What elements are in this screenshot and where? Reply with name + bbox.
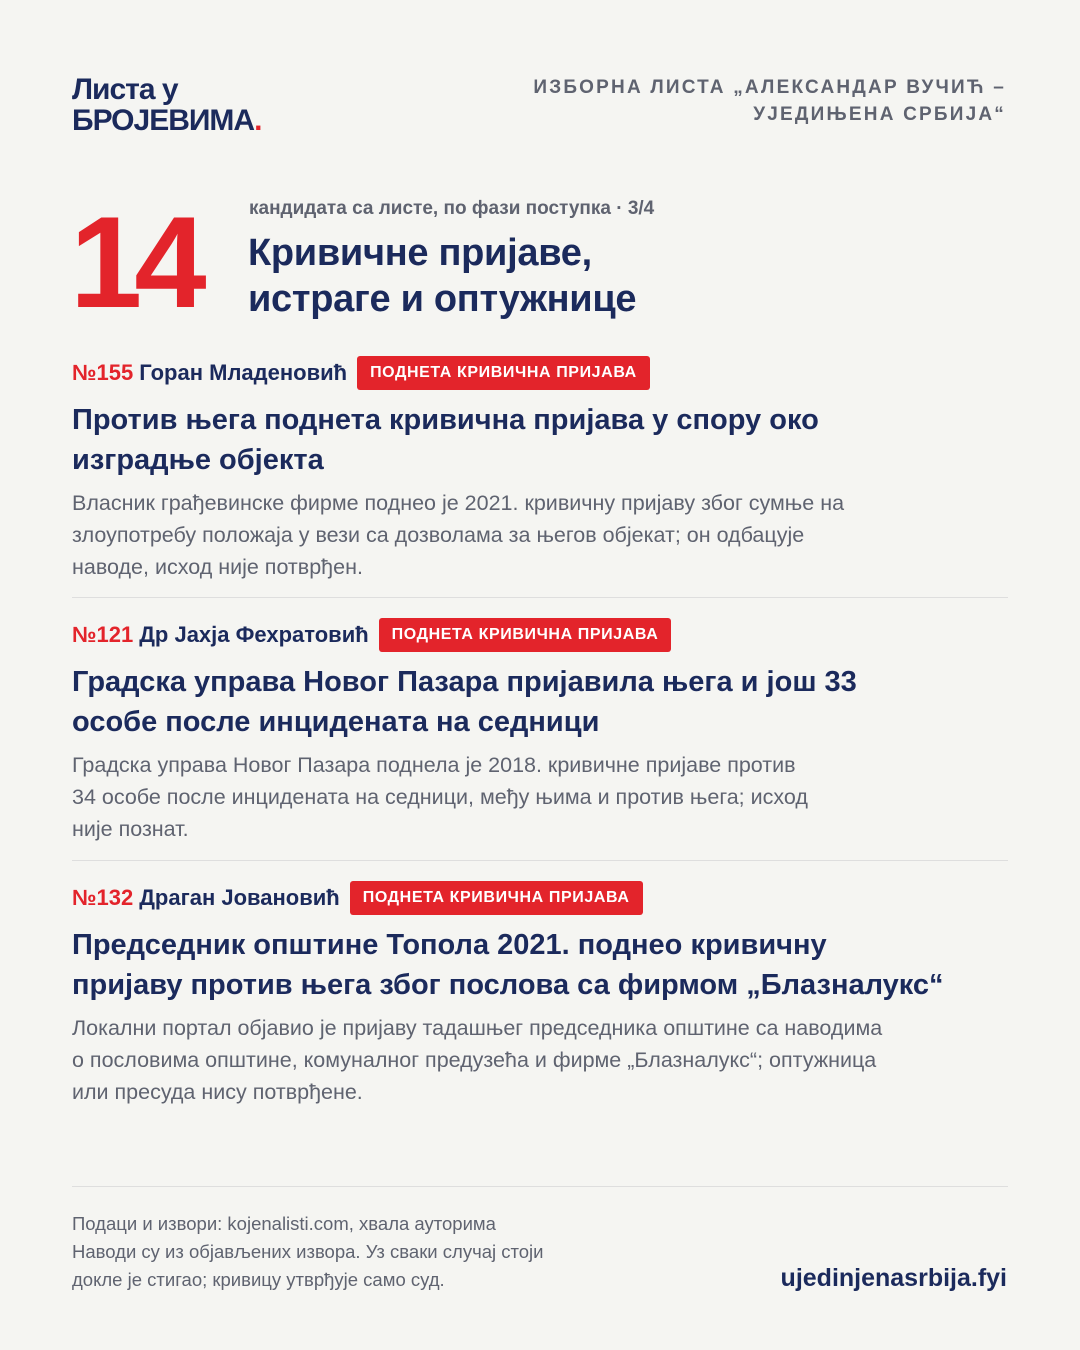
case-title-line: изградње објекта <box>72 444 324 476</box>
case-entry-header <box>72 618 1008 652</box>
hero-subtitle: кандидата са листе, по фази поступка · 3/4 <box>249 198 655 219</box>
case-entry <box>72 881 1008 1108</box>
case-description-line: или пресуда нису потврђене. <box>72 1080 363 1104</box>
website-link[interactable]: ujedinjenasrbija.fyi <box>780 1264 1007 1292</box>
status-badge: ПОДНЕТА КРИВИЧНА ПРИЈАВА <box>357 356 650 390</box>
candidate-number: №155 <box>72 360 134 385</box>
case-title-line: особе после инцидената на седници <box>72 706 600 738</box>
case-description <box>72 749 1008 845</box>
case-description-line: о пословима општине, комуналног предузећа и фирме „Блазналукс“; оптужница <box>72 1048 877 1072</box>
case-entry <box>72 356 1008 583</box>
electoral-list-name <box>486 74 1006 128</box>
candidate-name: Горан Младеновић <box>139 360 348 385</box>
candidate-count: 14 <box>70 189 199 335</box>
candidate-number: №121 <box>72 622 134 647</box>
case-description-line: Градска управа Новог Пазара поднела је 2018. кривичне пријаве против <box>72 753 796 777</box>
case-description-line: није познат. <box>72 817 189 841</box>
case-entry-header <box>72 356 1008 390</box>
logo-line-1: Листа у <box>72 73 178 106</box>
case-title-line: Против њега поднета кривична пријава у спору око <box>72 404 819 436</box>
footer-line: Наводи су из објављених извора. Уз сваки случај стоји <box>72 1241 544 1262</box>
case-title-line: пријаву против њега због послова са фирмом „Блазналукс“ <box>72 969 944 1001</box>
footer-divider <box>72 1186 1008 1187</box>
logo-line-2: БРОЈЕВИМА. <box>72 104 262 137</box>
case-title-line: Председник општине Топола 2021. поднео кривичну <box>72 929 827 961</box>
brand-logo <box>72 74 261 136</box>
case-description-line: злоупотребу положаја у вези са дозволама за његов објекат; он одбацује <box>72 523 805 547</box>
hero-title-line-1: Кривичне пријаве, <box>248 232 592 274</box>
footer-line: докле је стигао; кривицу утврђује само суд. <box>72 1269 445 1290</box>
status-badge: ПОДНЕТА КРИВИЧНА ПРИЈАВА <box>350 881 643 915</box>
case-description <box>72 487 1008 583</box>
status-badge: ПОДНЕТА КРИВИЧНА ПРИЈАВА <box>379 618 672 652</box>
candidate-name: Др Јахја Фехратовић <box>139 622 369 647</box>
case-description-line: Локални портал објавио је пријаву тадашњег председника општине са наводима <box>72 1016 883 1040</box>
hero-title-line-2: истраге и оптужнице <box>248 278 637 320</box>
logo-dot: . <box>254 104 262 137</box>
hero-title <box>248 230 636 322</box>
case-description-line: 34 особе после инцидената на седници, међу њима и против њега; исход <box>72 785 808 809</box>
list-name-line-2: УЈЕДИЊЕНА СРБИЈА“ <box>753 104 1006 125</box>
case-description <box>72 1012 1008 1108</box>
list-name-line-1: ИЗБОРНА ЛИСТА „АЛЕКСАНДАР ВУЧИЋ – <box>533 77 1006 98</box>
case-title <box>72 662 1008 742</box>
case-title <box>72 400 1008 480</box>
case-description-line: Власник грађевинске фирме поднео је 2021. кривичну пријаву због сумње на <box>72 491 845 515</box>
candidate-name: Драган Јовановић <box>139 885 340 910</box>
divider <box>72 597 1008 598</box>
case-title-line: Градска управа Новог Пазара пријавила њега и још 33 <box>72 666 857 698</box>
divider <box>72 860 1008 861</box>
case-entry-header <box>72 881 1008 915</box>
case-entry <box>72 618 1008 845</box>
footer-notes <box>72 1210 544 1294</box>
case-description-line: наводе, исход није потврђен. <box>72 555 363 579</box>
candidate-number: №132 <box>72 885 134 910</box>
case-title <box>72 925 1008 1005</box>
footer-line: Подаци и извори: kojenalisti.com, хвала ауторима <box>72 1213 496 1234</box>
